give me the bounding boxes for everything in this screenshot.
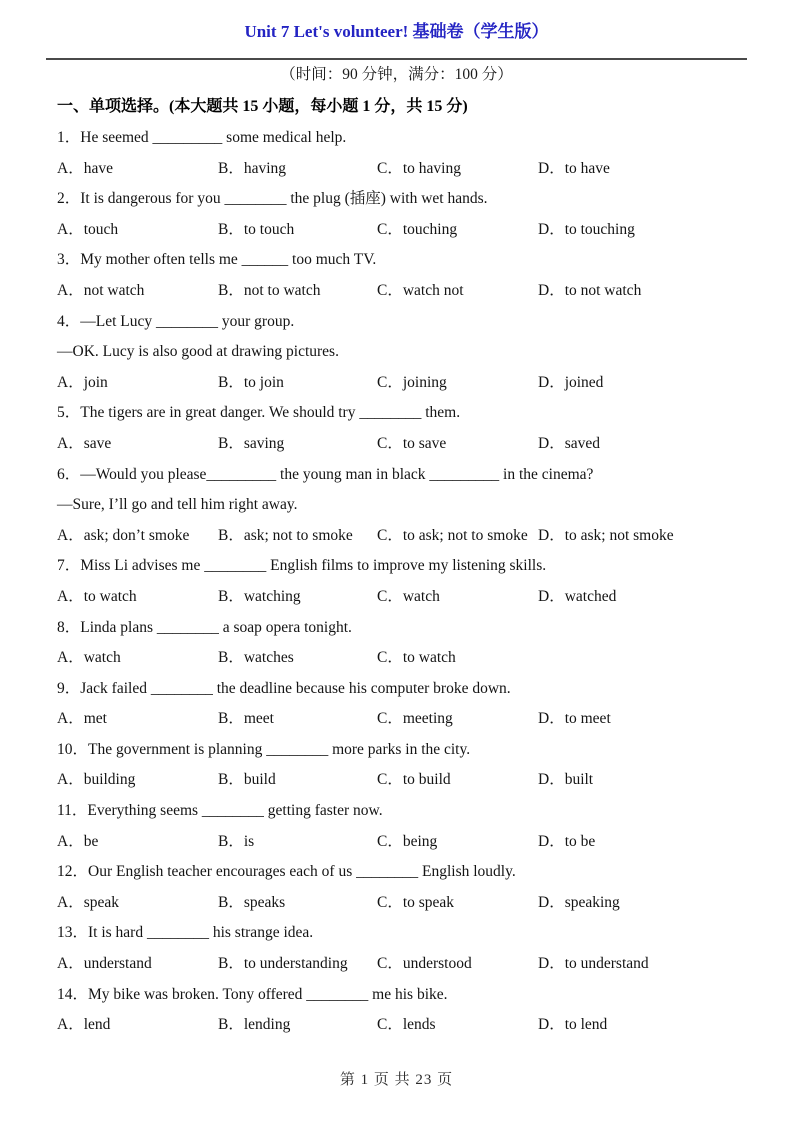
option-b: B．build [218, 771, 276, 789]
question-3 [0, 245, 793, 306]
option-d: D．to be [538, 832, 596, 850]
question-options [0, 276, 793, 307]
question-options [0, 949, 793, 980]
option-d: D．joined [538, 373, 604, 391]
option-c: C．watch not [377, 281, 464, 299]
option-c: C．being [377, 832, 438, 850]
option-b: B．is [218, 832, 255, 850]
question-stem: 1．He seemed _________ some medical help. [57, 129, 347, 146]
option-c: C．to ask; not to smoke [377, 526, 528, 544]
question-stem: 6．—Would you please_________ the young man in black _________ in the cinema? [57, 465, 594, 483]
option-d: D．saved [538, 434, 600, 452]
question-5 [0, 398, 793, 459]
option-c: C．to having [377, 159, 461, 177]
option-b: B．watches [218, 649, 294, 667]
question-10 [0, 735, 793, 796]
option-a: A．join [57, 373, 108, 391]
option-b: B．not to watch [218, 281, 321, 299]
option-a: A．save [57, 434, 112, 452]
question-options [0, 1010, 793, 1041]
question-11 [0, 796, 793, 857]
question-options [0, 154, 793, 185]
question-6 [0, 460, 793, 552]
option-b: B．to touch [218, 220, 295, 238]
question-stem: 2．It is dangerous for you ________ the plug (插座) with wet hands. [57, 190, 488, 208]
option-c: C．touching [377, 220, 458, 238]
question-1 [0, 123, 793, 184]
option-c: C．joining [377, 373, 447, 391]
option-b: B．to join [218, 373, 284, 391]
option-a: A．building [57, 771, 136, 789]
option-a: A．speak [57, 893, 119, 911]
question-options [0, 368, 793, 399]
option-a: A．touch [57, 220, 119, 238]
option-c: C．to watch [377, 649, 456, 667]
option-b: B．to understanding [218, 955, 348, 973]
exam-info: （时间：90 分钟，满分：100 分） [280, 66, 513, 83]
option-c: C．to speak [377, 893, 455, 911]
question-9 [0, 674, 793, 735]
question-options [0, 429, 793, 460]
question-options [0, 643, 793, 674]
option-a: A．understand [57, 955, 152, 973]
option-a: A．ask; don’t smoke [57, 526, 190, 544]
question-8 [0, 613, 793, 674]
question-options [0, 582, 793, 613]
option-c: C．lends [377, 1016, 436, 1034]
option-a: A．watch [57, 649, 121, 667]
option-c: C．understood [377, 955, 472, 973]
option-b: B．speaks [218, 893, 286, 911]
option-b: B．having [218, 159, 287, 177]
option-d: D．speaking [538, 893, 620, 911]
question-stem: 14．My bike was broken. Tony offered ________ me his bike. [57, 985, 448, 1003]
option-b: B．lending [218, 1016, 291, 1034]
question-stem: 8．Linda plans ________ a soap opera tonight. [57, 618, 352, 636]
option-d: D．to meet [538, 710, 611, 728]
option-d [538, 643, 793, 674]
option-d: D．to touching [538, 220, 635, 238]
question-stem: 10．The government is planning ________ more parks in the city. [57, 740, 471, 758]
question-stem: 7．Miss Li advises me ________ English films to improve my listening skills. [57, 557, 547, 575]
option-b: B．watching [218, 587, 301, 605]
option-d: D．to not watch [538, 281, 642, 299]
question-stem-2: —Sure, I’ll go and tell him right away. [57, 496, 298, 514]
page-title: Unit 7 Let's volunteer! 基础卷（学生版） [244, 22, 549, 41]
question-stem: 4．—Let Lucy ________ your group. [57, 312, 295, 330]
question-options [0, 521, 793, 552]
option-a: A．be [57, 832, 99, 850]
option-c: C．to save [377, 434, 447, 452]
question-stem-2: —OK. Lucy is also good at drawing pictures. [57, 343, 339, 361]
questions-list [0, 123, 793, 1041]
option-a: A．have [57, 159, 113, 177]
option-b: B．ask; not to smoke [218, 526, 353, 544]
option-c: C．to build [377, 771, 451, 789]
option-a: A．lend [57, 1016, 111, 1034]
question-12 [0, 857, 793, 918]
option-c: C．meeting [377, 710, 453, 728]
question-stem: 11．Everything seems ________ getting faster now. [57, 802, 383, 820]
question-7 [0, 551, 793, 612]
option-c: C．watch [377, 587, 440, 605]
header-divider [46, 58, 747, 60]
question-options [0, 765, 793, 796]
option-d: D．to understand [538, 955, 649, 973]
question-stem: 3．My mother often tells me ______ too much TV. [57, 251, 377, 269]
option-a: A．to watch [57, 587, 137, 605]
option-d: D．watched [538, 587, 617, 605]
option-d: D．to ask; not smoke [538, 526, 674, 544]
option-b: B．meet [218, 710, 274, 728]
question-4 [0, 307, 793, 399]
question-stem: 12．Our English teacher encourages each of us ________ English loudly. [57, 863, 516, 881]
question-options [0, 827, 793, 858]
question-options [0, 215, 793, 246]
question-options [0, 888, 793, 919]
question-2 [0, 184, 793, 245]
option-d: D．to have [538, 159, 610, 177]
question-stem: 9．Jack failed ________ the deadline because his computer broke down. [57, 679, 511, 697]
question-stem: 5．The tigers are in great danger. We should try ________ them. [57, 404, 461, 422]
question-options [0, 704, 793, 735]
page-footer: 第 1 页 共 23 页 [339, 1072, 454, 1088]
question-stem: 13．It is hard ________ his strange idea. [57, 924, 314, 942]
option-b: B．saving [218, 434, 285, 452]
option-d: D．built [538, 771, 594, 789]
option-a: A．not watch [57, 281, 145, 299]
section-heading: 一、单项选择。(本大题共 15 小题，每小题 1 分，共 15 分) [57, 98, 468, 115]
option-a: A．met [57, 710, 107, 728]
question-13 [0, 918, 793, 979]
question-14 [0, 980, 793, 1041]
option-d: D．to lend [538, 1016, 608, 1034]
